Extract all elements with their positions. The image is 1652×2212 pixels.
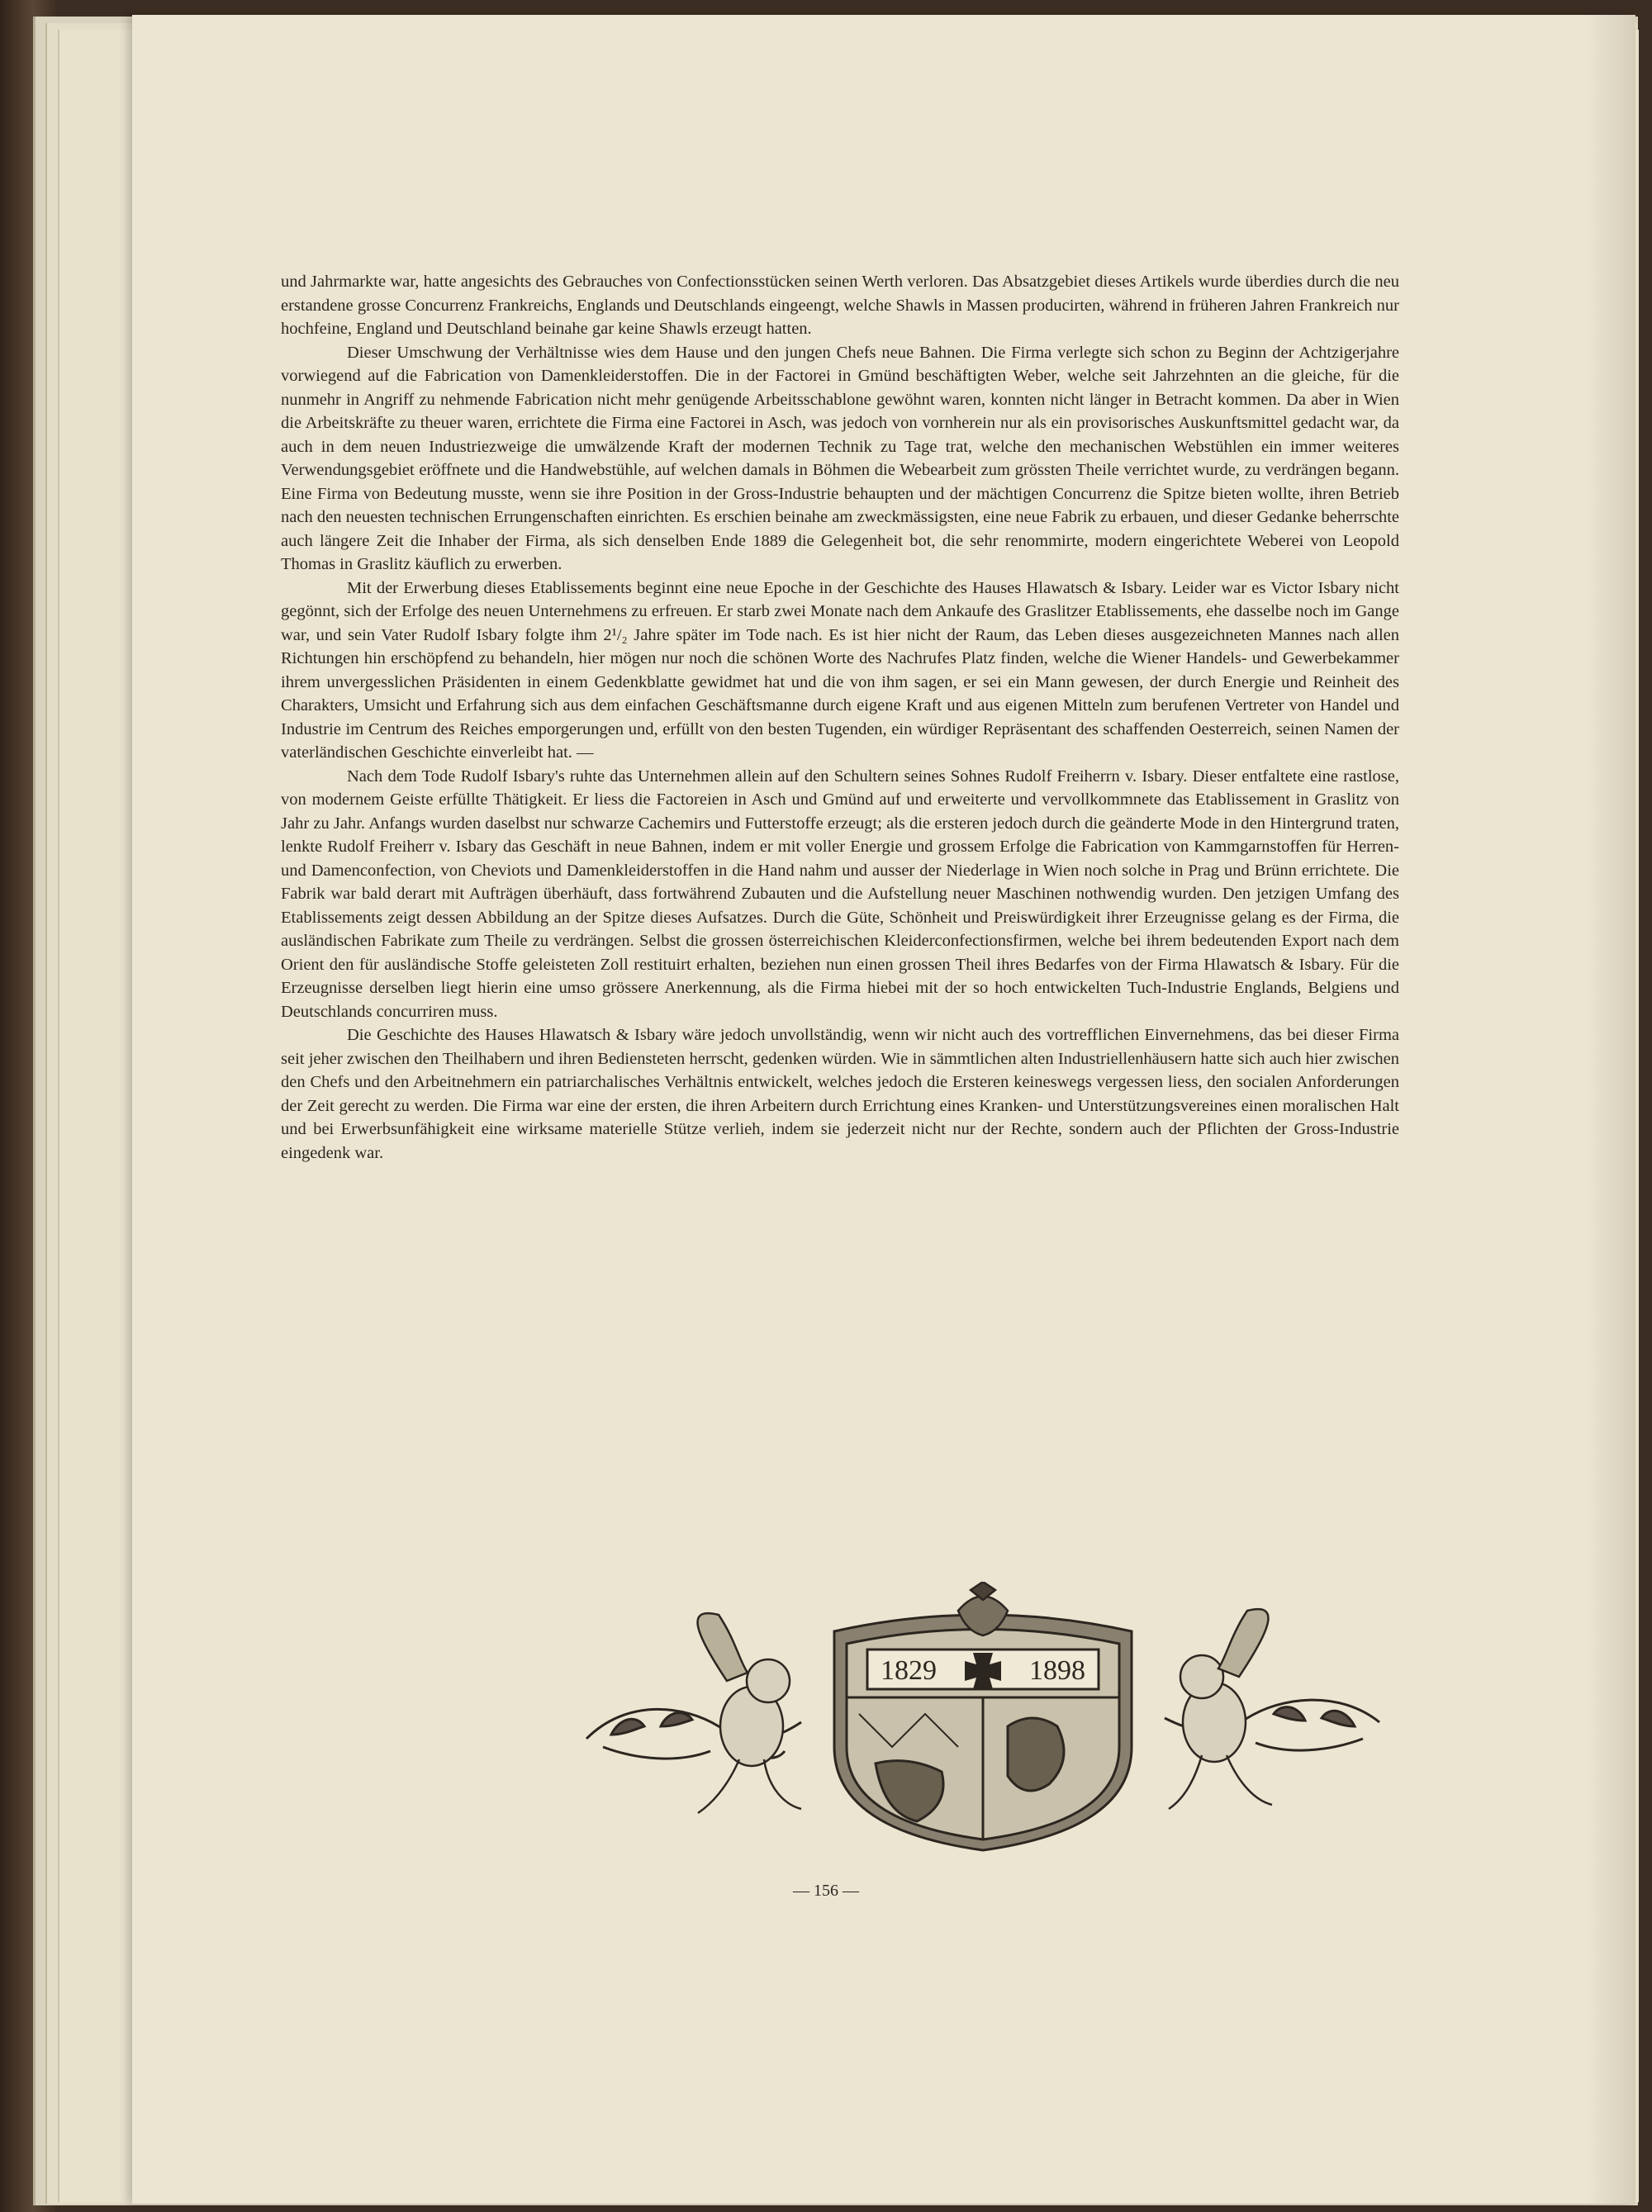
left-cherub: [698, 1613, 801, 1813]
paragraph: und Jahrmarkte war, hatte angesichts des Gebrauches von Confectionsstücken seinen Werth verloren. Das Absatzgebiet dieses Artikels wurde überdies durch die neu erstandene grosse Concurrenz Frankreichs, Englands und Deutschlands eingeengt, welche Shawls in Massen producirten, während in früheren Jahren Frankreich nur hochfeine, England und Deutschland beinahe gar keine Shawls erzeugt hatten.: [281, 273, 1399, 338]
year-banner: [867, 1650, 1099, 1689]
right-cherub: [1169, 1609, 1272, 1809]
page-number-text: — 156 —: [793, 1882, 859, 1900]
paragraph: Nach dem Tode Rudolf Isbary's ruhte das Unternehmen allein auf den Schultern seines Sohnes Rudolf Freiherrn v. Isbary. Dieser entfaltete eine rastlose, von modernem Geiste erfüllte Thätigkeit. Er liess die Factoreien in Asch und Gmünd auf und erweiterte und vervollkommnete das Etablissement in Graslitz von Jahr zu Jahr. Anfangs wurden daselbst nur schwarze Cachemirs und Futterstoffe erzeugt; als die ersteren jedoch durch die geänderte Mode in den Hintergrund traten, lenkte Rudolf Freiherr v. Isbary das Geschäft in neue Bahnen, indem er mit voller Energie und grossem Erfolge die Fabrication von Kammgarnstoffen für Herren- und Damenconfection, von Cheviots und Damenkleiderstoffen in die Hand nahm und ausser der Niederlage in Wien noch solche in Prag und Brünn errichtete. Die Fabrik war bald derart mit Aufträgen überhäuft, dass fortwährend Zubauten und die Aufstellung neuer Maschinen nothwendig wurden. Den jetzigen Umfang des Etablissements zeigt dessen Abbildung an der Spitze dieses Aufsatzes. Durch die Güte, Schönheit und Preiswürdigkeit ihrer Erzeugnisse gelang es der Firma, die ausländischen Fabrikate zum Theile zu verdrängen. Selbst die grossen österreichischen Kleiderconfectionsfirmen, welche bei ihrem bedeutenden Export nach dem Orient den für ausländische Stoffe geleisteten Zoll restituirt erhalten, beziehen nun einen grossen Theil ihres Bedarfes von der Firma Hlawatsch & Isbary. Für die Erzeugnisse derselben liegt hierin eine umso grössere Anerkennung, als die Firma hiebei mit der so hoch entwickelten Tuch-Industrie Englands, Belgiens und Deutschlands concurriren muss.: [281, 767, 1399, 1021]
coat-of-arms-vignette: [562, 1582, 1404, 1854]
year-right: 1898: [1029, 1655, 1085, 1686]
paragraph: Dieser Umschwung der Verhältnisse wies dem Hause und den jungen Chefs neue Bahnen. Die Firma verlegte sich schon zu Beginn der Achtzigerjahre vorwiegend auf die Fabrication von Damenkleiderstoffen. Die in der Factorei in Gmünd beschäftigten Weber, welche seit Jahrzehnten an die gleiche, für die nunmehr in Angriff zu nehmende Fabrication nicht mehr genügende Arbeitsschablone gewöhnt waren, konnten nicht länger in Betracht kommen. Da aber in Wien die Arbeitskräfte zu theuer waren, errichtete die Firma eine Factorei in Asch, was jedoch von vornherein nur als ein provisorisches Auskunftsmittel gedacht war, da auch in dem neuen Industriezweige die umwälzende Kraft der modernen Technik zu Tage trat, welche den mechanischen Webstühlen ein immer weiteres Verwendungsgebiet eröffnete und die Handwebstühle, auf welchen damals in Böhmen die Webearbeit zum grössten Theile verrichtet wurde, zu verdrängen begann. Eine Firma von Bedeutung musste, wenn sie ihre Position in der Gross-Industrie behaupten und der mächtigen Concurrenz die Spitze bieten wollte, ihren Betrieb nach den neuesten technischen Errungenschaften einrichten. Es erschien beinahe am zweckmässigsten, eine neue Fabrik zu erbauen, und dieser Gedanke beherrschte auch längere Zeit die Inhaber der Firma, als sich denselben Ende 1889 die Gelegenheit bot, die sehr renommirte, modern eingerichtete Weberei von Leopold Thomas in Graslitz käuflich zu erwerben.: [281, 343, 1399, 573]
paragraph: Mit der Erwerbung dieses Etablissements beginnt eine neue Epoche in der Geschichte des Hauses Hlawatsch & Isbary. Leider war es Victor Isbary nicht gegönnt, sich der Erfolge des neuen Unternehmens zu erfreuen. Er starb zwei Monate nach dem Ankaufe des Graslitzer Etablissements, ehe dasselbe noch im Gange war, und sein Vater Rudolf Isbary folgte ihm 2¹/₂ Jahre später im Tode nach. Es ist hier nicht der Raum, das Leben dieses ausgezeichneten Mannes nach allen Richtungen hin erschöpfend zu behandeln, hier mögen nur noch die schönen Worte des Nachrufes Platz finden, welche die Wiener Handels- und Gewerbekammer ihrem unvergesslichen Präsidenten in einem Gedenkblatte gewidmet hat und die von ihm sagen, er sei ein Mann gewesen, der durch Energie und Reinheit des Charakters, Umsicht und Erfahrung sich aus dem einfachen Geschäftsmanne durch eigene Kraft und aus eigenen Mitteln zum berufenen Vertreter von Handel und Industrie im Centrum des Reiches emporgerungen und, erfüllt von den besten Tugenden, ein würdiger Repräsentant des schaffenden Oesterreich, seinen Namen der vaterländischen Geschichte einverleibt hat. —: [281, 578, 1399, 762]
paragraph: Die Geschichte des Hauses Hlawatsch & Isbary wäre jedoch unvollständig, wenn wir nicht auch des vortrefflichen Einvernehmens, das bei dieser Firma seit jeher zwischen den Theilhabern und ihren Bediensteten herrscht, gedenken würden. Wie in sämmtlichen alten Industriellenhäusern hatte sich auch hier zwischen den Chefs und den Arbeitnehmern ein patriarchalisches Verhältnis entwickelt, welches jedoch die Ersteren keineswegs vergessen liess, den socialen Anforderungen der Zeit gerecht zu werden. Die Firma war eine der ersten, die ihren Arbeitern durch Errichtung eines Kranken- und Unterstützungsvereines einen moralischen Halt und bei Erwerbsunfähigkeit eine wirksame materielle Stütze verlieh, indem sie jederzeit nicht nur der Rechte, sondern auch der Pflichten der Gross-Industrie eingedenk war.: [281, 1026, 1399, 1162]
body-text: [281, 270, 1399, 1165]
page-number: [0, 1882, 1652, 1901]
year-left: 1829: [881, 1655, 937, 1686]
